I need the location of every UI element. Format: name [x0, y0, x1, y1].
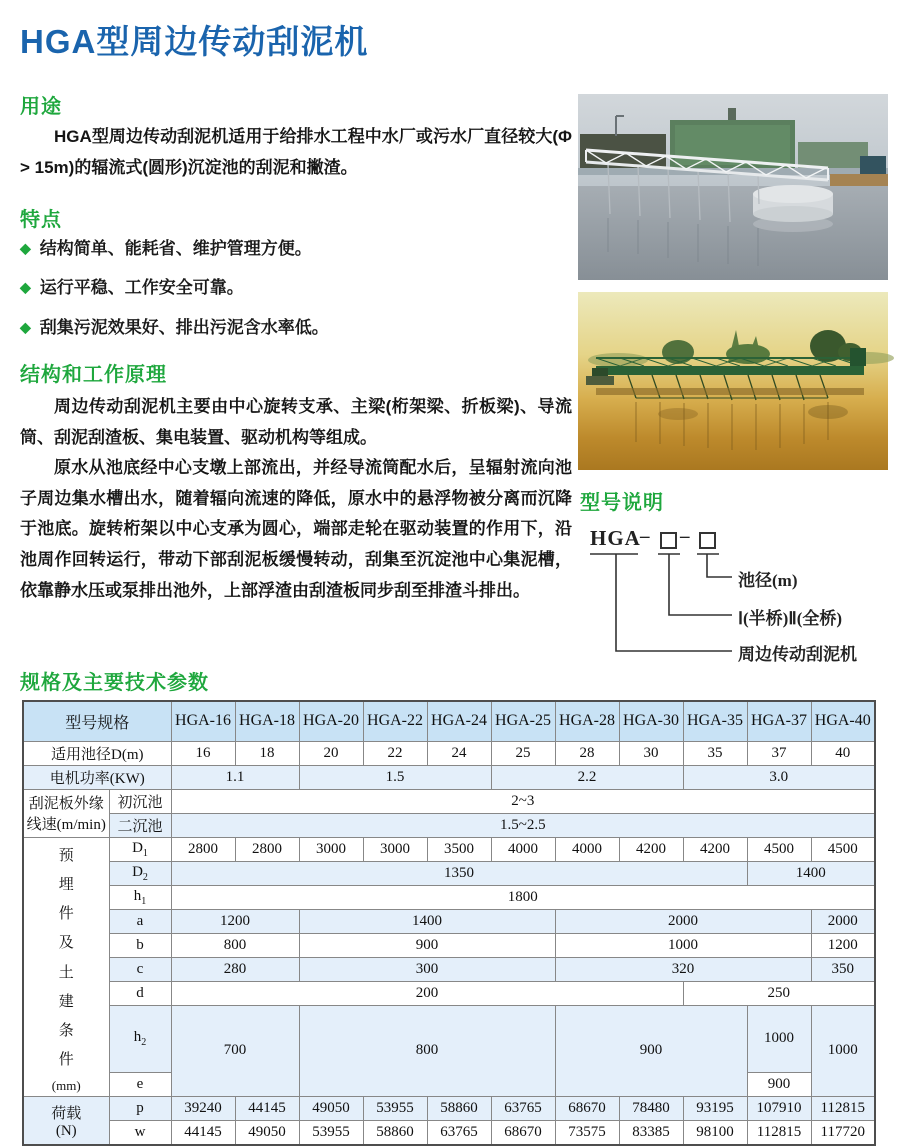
table-cell: 83385: [619, 1121, 683, 1145]
table-row: [23, 789, 875, 813]
table-row: [23, 885, 875, 909]
table-cell: 1400: [747, 861, 875, 885]
table-cell: 3000: [363, 837, 427, 861]
model-code-box-bridge-type: [660, 532, 677, 549]
section-heading-model-code: 型号说明: [580, 492, 664, 514]
table-cell: 68670: [555, 1097, 619, 1121]
table-row: [23, 1005, 875, 1073]
table-cell: 1.5: [299, 765, 491, 789]
table-cell: 1000: [747, 1005, 811, 1073]
table-cell: 1350: [171, 861, 747, 885]
table-cell: 44145: [171, 1121, 235, 1145]
list-item: [20, 236, 572, 262]
table-cell: 2800: [171, 837, 235, 861]
model-code-label-diameter: 池径(m): [738, 571, 798, 590]
table-cell: 250: [683, 981, 875, 1005]
table-cell: 107910: [747, 1097, 811, 1121]
table-cell: 63765: [491, 1097, 555, 1121]
table-row: [23, 1097, 875, 1121]
page-title: HGA型周边传动刮泥机: [20, 23, 369, 60]
table-cell: 350: [811, 957, 875, 981]
table-cell: 1200: [811, 933, 875, 957]
spec-table-body: [23, 701, 875, 1145]
table-cell: e: [109, 1073, 171, 1097]
table-cell: 58860: [363, 1121, 427, 1145]
table-cell: 2800: [235, 837, 299, 861]
table-cell: 900: [555, 1005, 747, 1097]
table-cell: $D_2$: [109, 861, 171, 885]
table-cell: 4500: [747, 837, 811, 861]
feature-text: 结构简单、能耗省、维护管理方便。: [39, 239, 312, 258]
table-row: [23, 981, 875, 1005]
table-cell: 22: [363, 741, 427, 765]
table-cell: 24: [427, 741, 491, 765]
table-cell: 刮泥板外缘 线速(m/min): [23, 789, 109, 837]
table-cell: HGA-25: [491, 701, 555, 741]
model-code-dash: –: [680, 526, 690, 547]
table-cell: 30: [619, 741, 683, 765]
table-cell: 44145: [235, 1097, 299, 1121]
table-cell: b: [109, 933, 171, 957]
table-row: [23, 813, 875, 837]
table-cell: 18: [235, 741, 299, 765]
table-cell: 40: [811, 741, 875, 765]
table-cell: 58860: [427, 1097, 491, 1121]
model-code-label-bridge-type: Ⅰ(半桥)Ⅱ(全桥): [738, 609, 843, 628]
table-cell: 1.5~2.5: [171, 813, 875, 837]
table-cell: 3000: [299, 837, 363, 861]
table-cell: 320: [555, 957, 811, 981]
table-cell: HGA-30: [619, 701, 683, 741]
table-cell: 39240: [171, 1097, 235, 1121]
table-cell: 49050: [235, 1121, 299, 1145]
table-cell: d: [109, 981, 171, 1005]
table-cell: 适用池径D(m): [23, 741, 171, 765]
list-item: [20, 315, 572, 341]
table-cell: 二沉池: [109, 813, 171, 837]
table-cell: HGA-40: [811, 701, 875, 741]
table-cell: 2000: [555, 909, 811, 933]
table-cell: HGA-22: [363, 701, 427, 741]
spec-table: [22, 700, 876, 1146]
list-item: [20, 275, 572, 301]
table-row: [23, 933, 875, 957]
diamond-bullet-icon: ◆: [20, 318, 31, 335]
table-cell: 荷载 (N): [23, 1097, 109, 1145]
table-cell: 53955: [363, 1097, 427, 1121]
structure-paragraph-1: 周边传动刮泥机主要由中心旋转支承、主梁(桁架梁、折板梁)、导流筒、刮泥刮渣板、集电装置、驱动机构等组成。: [20, 397, 572, 447]
feature-text: 运行平稳、工作安全可靠。: [39, 278, 244, 298]
table-cell: 20: [299, 741, 363, 765]
table-cell: 700: [171, 1005, 299, 1097]
photo-scraper-bridge-sunset: [578, 292, 888, 470]
table-cell: 200: [171, 981, 683, 1005]
table-cell: 73575: [555, 1121, 619, 1145]
table-row: [23, 957, 875, 981]
table-cell: 28: [555, 741, 619, 765]
model-code-prefix: HGA: [590, 526, 641, 550]
table-cell: 78480: [619, 1097, 683, 1121]
table-cell: HGA-24: [427, 701, 491, 741]
table-cell: 1200: [171, 909, 299, 933]
features-list: [20, 236, 572, 354]
table-cell: $h_2$: [109, 1005, 171, 1073]
table-cell: 4000: [491, 837, 555, 861]
diamond-bullet-icon: ◆: [20, 240, 31, 256]
table-cell: 1000: [811, 1005, 875, 1097]
table-cell: 3500: [427, 837, 491, 861]
table-cell: $D_1$: [109, 837, 171, 861]
structure-paragraph-2: 原水从池底经中心支墩上部流出，并经导流筒配水后，呈辐射流向池子周边集水槽出水，随着辐向流速的降低，原水中的悬浮物被分离而沉降于池底。旋转桁架以中心支承为圆心，端部走轮在驱动装置的作用下，沿池周作回转运行，带动下部刮泥板缓慢转动，刮集至沉淀池中心集泥槽，依靠静水压或泵排出池外，上部浮渣由刮渣板同步刮至排渣斗排出。: [20, 458, 572, 600]
table-cell: 4200: [619, 837, 683, 861]
table-cell: 280: [171, 957, 299, 981]
table-cell: w: [109, 1121, 171, 1145]
table-cell: HGA-37: [747, 701, 811, 741]
table-cell: 117720: [811, 1121, 875, 1145]
table-cell: 2.2: [491, 765, 683, 789]
structure-paragraphs: [20, 392, 572, 606]
table-cell: 4200: [683, 837, 747, 861]
table-cell: 900: [299, 933, 555, 957]
table-cell: 1800: [171, 885, 875, 909]
table-cell: 98100: [683, 1121, 747, 1145]
table-row: [23, 701, 875, 741]
purpose-paragraph: HGA型周边传动刮泥机适用于给排水工程中水厂或污水厂直径较大(Φ > 15m)的辐流式(圆形)沉淀池的刮泥和撇渣。: [20, 127, 572, 177]
table-row: [23, 741, 875, 765]
table-cell: $h_1$: [109, 885, 171, 909]
table-row: [23, 837, 875, 861]
table-cell: 93195: [683, 1097, 747, 1121]
model-code-diagram: [580, 520, 892, 680]
table-row: [23, 861, 875, 885]
table-cell: 35: [683, 741, 747, 765]
table-cell: HGA-16: [171, 701, 235, 741]
diamond-bullet-icon: ◆: [20, 279, 31, 296]
model-code-dash: –: [640, 526, 650, 547]
table-cell: p: [109, 1097, 171, 1121]
section-heading-purpose: 用途: [20, 96, 62, 118]
table-cell: HGA-18: [235, 701, 299, 741]
table-cell: 3.0: [683, 765, 875, 789]
table-cell: 4000: [555, 837, 619, 861]
table-cell: 800: [171, 933, 299, 957]
model-code-label-machine: 周边传动刮泥机: [738, 645, 857, 664]
table-cell: 37: [747, 741, 811, 765]
table-cell: 53955: [299, 1121, 363, 1145]
table-cell: HGA-28: [555, 701, 619, 741]
table-cell: a: [109, 909, 171, 933]
table-cell: 900: [747, 1073, 811, 1097]
table-cell: 112815: [811, 1097, 875, 1121]
table-cell: 电机功率(KW): [23, 765, 171, 789]
table-cell: 800: [299, 1005, 555, 1097]
section-heading-structure: 结构和工作原理: [20, 364, 167, 386]
table-row: [23, 765, 875, 789]
section-heading-specs: 规格及主要技术参数: [20, 672, 209, 694]
table-cell: 1000: [555, 933, 811, 957]
table-cell: 16: [171, 741, 235, 765]
table-cell: 112815: [747, 1121, 811, 1145]
table-cell: c: [109, 957, 171, 981]
section-heading-features: 特点: [20, 209, 62, 231]
table-cell: 2000: [811, 909, 875, 933]
feature-text: 刮集污泥效果好、排出污泥含水率低。: [39, 317, 329, 337]
model-code-box-diameter: [699, 532, 716, 549]
table-cell: HGA-20: [299, 701, 363, 741]
table-row: [23, 1121, 875, 1145]
table-cell: 300: [299, 957, 555, 981]
table-cell: 68670: [491, 1121, 555, 1145]
table-cell: 2~3: [171, 789, 875, 813]
table-cell: 型号规格: [23, 701, 171, 741]
table-cell: 63765: [427, 1121, 491, 1145]
table-cell: 1.1: [171, 765, 299, 789]
photo-sedimentation-tank: [578, 94, 888, 280]
table-cell: 预埋件及土建条件 (mm): [23, 837, 109, 1097]
table-row: [23, 909, 875, 933]
table-cell: HGA-35: [683, 701, 747, 741]
table-cell: 25: [491, 741, 555, 765]
table-cell: 49050: [299, 1097, 363, 1121]
table-cell: 4500: [811, 837, 875, 861]
table-cell: 1400: [299, 909, 555, 933]
table-cell: 初沉池: [109, 789, 171, 813]
